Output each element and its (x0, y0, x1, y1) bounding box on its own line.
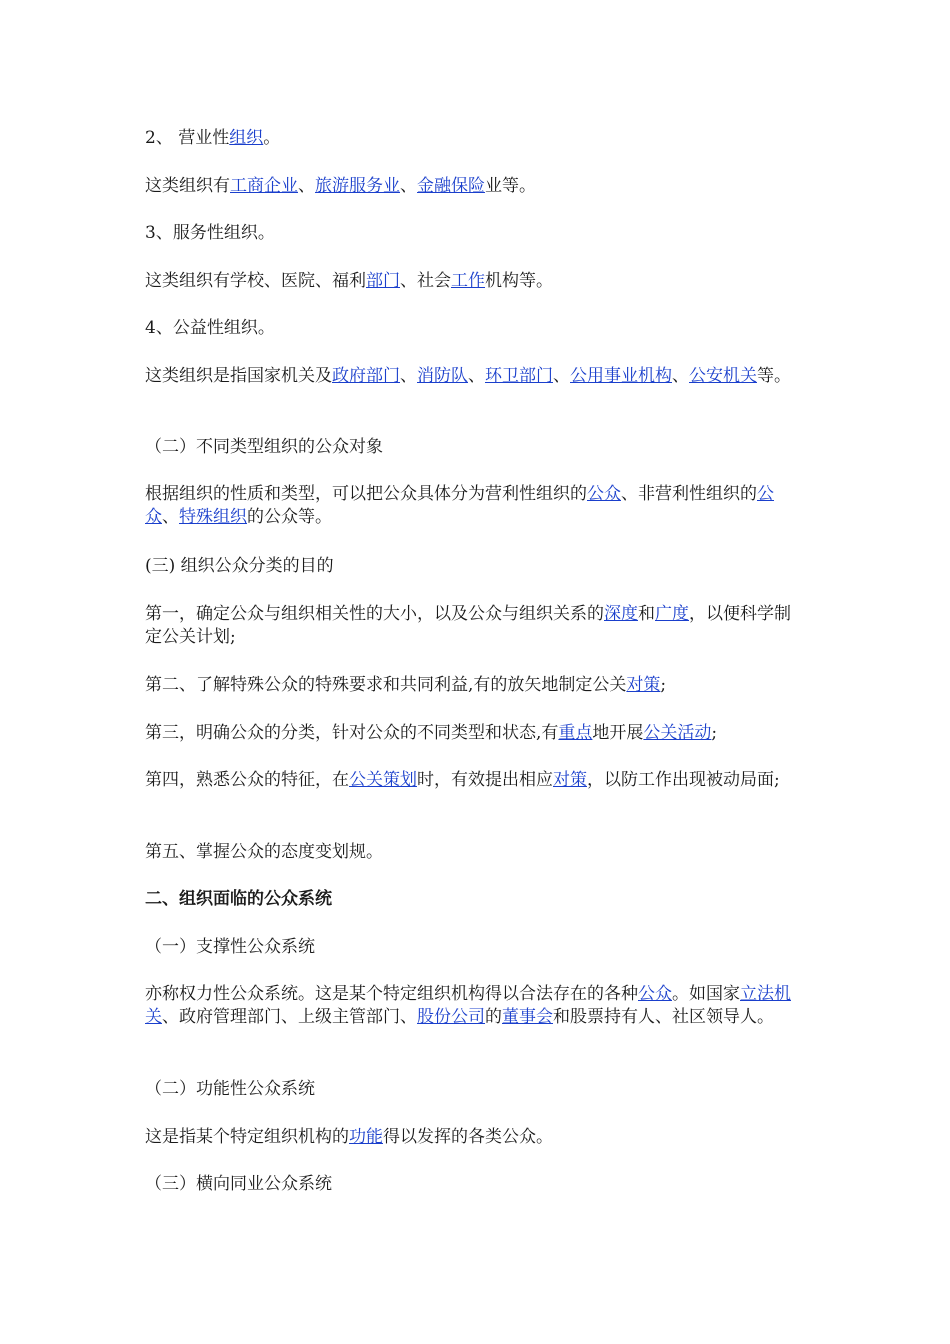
text-run: 、 (400, 176, 417, 196)
text-run: 、 (468, 366, 485, 386)
text-run: (三) 组织公众分类的目的 (145, 556, 334, 576)
paragraph (145, 769, 805, 792)
section-heading (145, 888, 805, 911)
paragraph (145, 175, 805, 198)
text-run: ; (660, 675, 667, 695)
text-run: （二）功能性公众系统 (145, 1079, 315, 1099)
text-run: 、 (672, 366, 689, 386)
text-run: 根据组织的性质和类型，可以把公众具体分为营利性组织的 (145, 484, 587, 504)
text-run: 业等。 (485, 176, 536, 196)
text-run: 、非营利性组织的 (621, 484, 757, 504)
text-run: 这类组织有学校、医院、福利 (145, 271, 366, 291)
text-run: 地开展 (592, 723, 644, 743)
paragraph (145, 1173, 805, 1196)
text-run: 二、组织面临的公众系统 (145, 889, 332, 909)
text-run: ，以便科学制定公关计划; (145, 604, 791, 647)
paragraph (145, 674, 805, 697)
text-run: 、 (553, 366, 570, 386)
text-run: 、 (162, 507, 179, 527)
text-run: 这是指某个特定组织机构的 (145, 1127, 349, 1147)
term-link[interactable]: 公关策划 (349, 770, 417, 790)
text-run: 4、公益性组织。 (145, 318, 275, 338)
paragraph (145, 555, 805, 578)
text-run: （三）横向同业公众系统 (145, 1174, 332, 1194)
text-run: 和股票持有人、社区领导人。 (553, 1007, 774, 1027)
term-link[interactable]: 组织 (229, 128, 264, 148)
term-link[interactable]: 公关活动 (643, 723, 712, 743)
paragraph (145, 936, 805, 959)
text-run: （一）支撑性公众系统 (145, 937, 315, 957)
text-run: 的 (485, 1007, 502, 1027)
term-link[interactable]: 工作 (451, 271, 485, 291)
text-run: 第五、掌握公众的态度变划规。 (145, 842, 383, 862)
term-link[interactable]: 消防队 (417, 366, 468, 386)
text-run: 第一，确定公众与组织相关性的大小，以及公众与组织关系的 (145, 604, 604, 624)
text-run: 2、 营业性 (145, 128, 230, 148)
term-link[interactable]: 政府部门 (332, 366, 400, 386)
term-link[interactable]: 公安机关 (689, 366, 757, 386)
text-run: 第四，熟悉公众的特征，在 (145, 770, 349, 790)
text-run: 机构等。 (485, 271, 553, 291)
text-run: 这类组织是指国家机关及 (145, 366, 332, 386)
paragraph (145, 365, 805, 388)
term-link[interactable]: 公众 (587, 484, 621, 504)
term-link[interactable]: 公众 (638, 984, 672, 1004)
term-link[interactable]: 环卫部门 (485, 366, 553, 386)
term-link[interactable]: 公众 (145, 484, 774, 527)
text-run: 第二、了解特殊公众的特殊要求和共同利益,有的放矢地制定公关 (145, 675, 627, 695)
paragraph (145, 317, 805, 340)
term-link[interactable]: 公用事业机构 (570, 366, 672, 386)
text-run: 等。 (757, 366, 791, 386)
term-link[interactable]: 董事会 (502, 1007, 553, 1027)
text-run: 、社会 (400, 271, 451, 291)
paragraph (145, 222, 805, 245)
paragraph (145, 436, 805, 459)
text-run: 的公众等。 (247, 507, 332, 527)
text-run: 、政府管理部门、上级主管部门、 (162, 1007, 417, 1027)
text-run: 3、服务性组织。 (145, 223, 275, 243)
text-run: （二）不同类型组织的公众对象 (145, 437, 383, 457)
term-link[interactable]: 对策 (626, 675, 661, 695)
term-link[interactable]: 金融保险 (417, 176, 485, 196)
term-link[interactable]: 重点 (558, 723, 593, 743)
text-run: 和 (638, 604, 655, 624)
term-link[interactable]: 旅游服务业 (315, 176, 400, 196)
text-run: 。如国家 (672, 984, 740, 1004)
term-link[interactable]: 部门 (366, 271, 400, 291)
term-link[interactable]: 立法机关 (145, 984, 791, 1027)
text-run: 亦称权力性公众系统。这是某个特定组织机构得以合法存在的各种 (145, 984, 638, 1004)
term-link[interactable]: 深度 (604, 604, 638, 624)
paragraph (145, 1126, 805, 1149)
term-link[interactable]: 股份公司 (417, 1007, 485, 1027)
text-run: ; (711, 723, 718, 743)
text-run: 这类组织有 (145, 176, 230, 196)
paragraph (145, 483, 805, 529)
paragraph (145, 722, 805, 745)
text-run: 。 (263, 128, 281, 148)
text-run: 、 (298, 176, 315, 196)
text-run: 时，有效提出相应 (417, 770, 553, 790)
paragraph (145, 1078, 805, 1101)
paragraph (145, 841, 805, 864)
text-run: ，以防工作出现被动局面; (587, 770, 780, 790)
term-link[interactable]: 功能 (349, 1127, 383, 1147)
term-link[interactable]: 广度 (655, 604, 689, 624)
text-run: 、 (400, 366, 417, 386)
paragraph (145, 127, 805, 150)
paragraph (145, 603, 805, 649)
term-link[interactable]: 对策 (553, 770, 587, 790)
term-link[interactable]: 特殊组织 (179, 507, 247, 527)
paragraph (145, 983, 805, 1029)
paragraph (145, 270, 805, 293)
term-link[interactable]: 工商企业 (230, 176, 298, 196)
text-run: 得以发挥的各类公众。 (383, 1127, 553, 1147)
text-run: 第三，明确公众的分类，针对公众的不同类型和状态,有 (145, 723, 559, 743)
